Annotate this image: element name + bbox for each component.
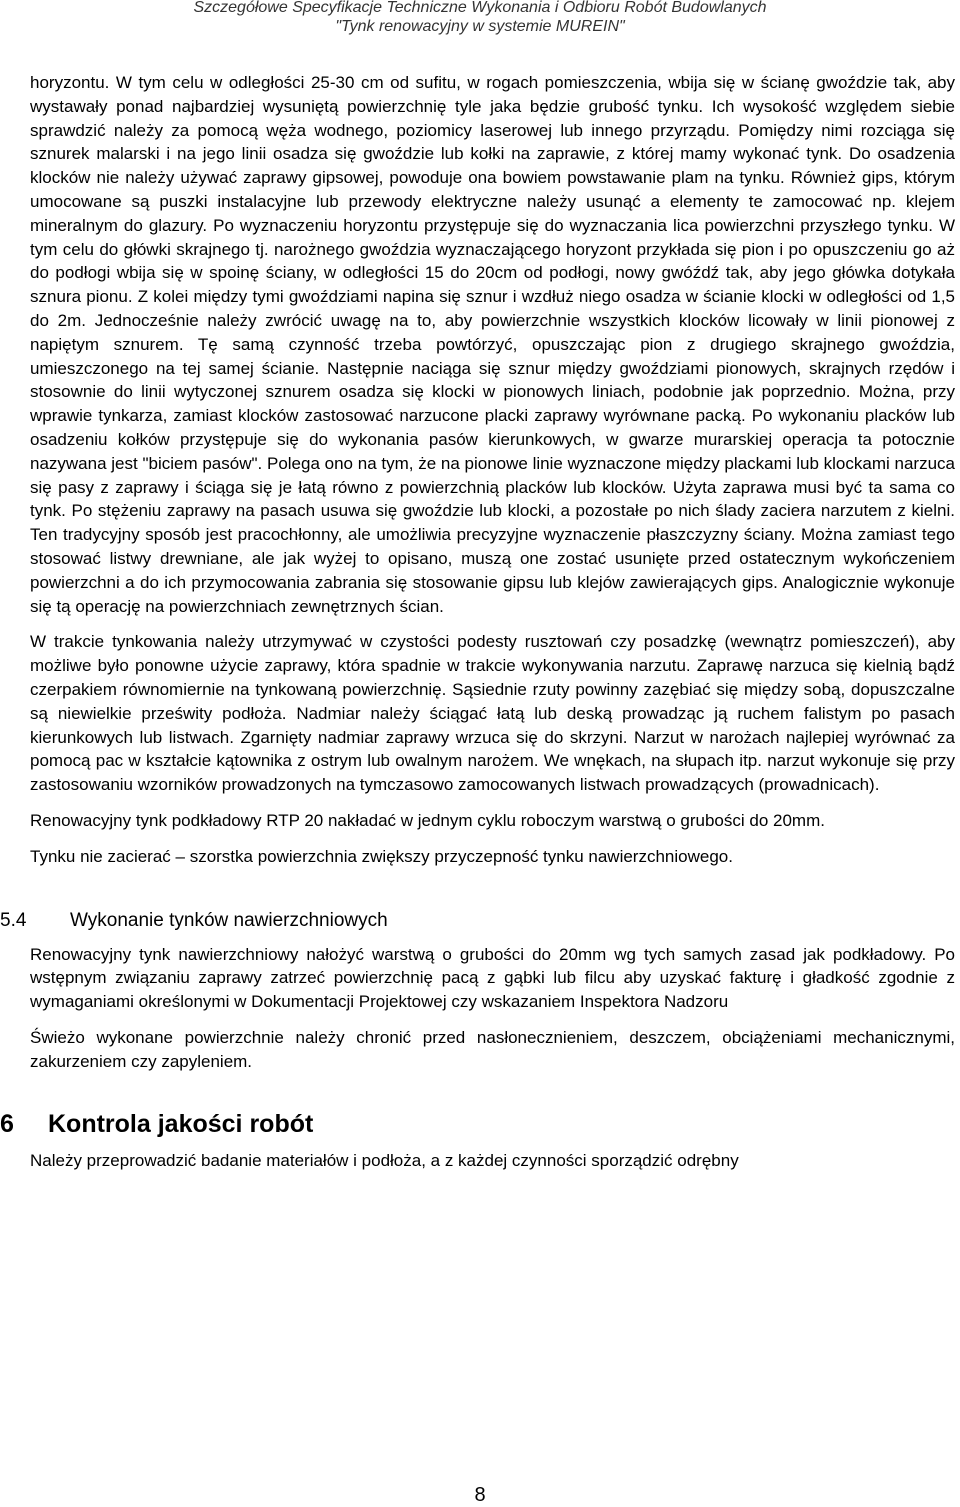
- paragraph-base-plaster: Renowacyjny tynk podkładowy RTP 20 nakładać w jednym cyklu roboczym warstwą o grubości do 20mm.: [30, 810, 825, 830]
- header-subtitle: "Tynk renowacyjny w systemie MUREIN": [335, 18, 625, 35]
- document-body: [0, 71, 955, 1173]
- section-heading-5-4: [0, 909, 955, 933]
- chapter-number: 6: [0, 1110, 14, 1139]
- chapter-heading-6: [0, 1109, 955, 1139]
- page-number: 8: [474, 1484, 486, 1506]
- paragraph-protection: Świeżo wykonane powierzchnie należy chronić przed nasłonecznieniem, deszczem, obciążeniami mechanicznymi, zakurzeniem czy zapyleniem.: [30, 1027, 955, 1071]
- section-number: 5.4: [0, 909, 27, 931]
- paragraph-no-float: Tynku nie zacierać – szorstka powierzchnia zwiększy przyczepność tynku nawierzchniowego.: [30, 846, 733, 866]
- paragraph-cleanliness: W trakcie tynkowania należy utrzymywać w czystości podesty rusztowań czy posadzkę (wewnątrz pomieszczeń), aby możliwe było ponowne użycie zaprawy, która spadnie w trakcie wykonywania narzutu. Zaprawę narzuca się kielnią bądź czerpakiem równomiernie na tynkowaną powierzchnię. Sąsiednie rzuty powinny zazębiać się między sobą, dopuszczalne są niewielkie prześwity podłoża. Nadmiar należy ściągać łatą lub deską prowadząc ją ruchem falistym po pasach kierunkowych lub listwach. Zgarnięty nadmiar zaprawy wrzuca się do skrzyni. Narzut w narożach najlepiej wyrównać za pomocą pac w kształcie kątownika z ostrym lub owalnym narożem. We wnękach, na słupach itp. narzut wykonuje się przy zastosowaniu wzorników prowadzonych na tymczasowo zamocowanych listwach prowadzących (prowadnicach).: [30, 632, 955, 795]
- header-title: Szczegółowe Specyfikacje Techniczne Wykonania i Odbioru Robót Budowlanych: [193, 0, 767, 16]
- paragraph-horizon: horyzontu. W tym celu w odległości 25-30 cm od sufitu, w rogach pomieszczenia, wbija się w ścianę gwoździe tak, aby wystawały ponad najbardziej wysuniętą powierzchnię tyle jaka będzie grubość tynku. Ich wysokość względem siebie sprawdzić należy za pomocą węża wodnego, poziomicy laserowej lub innego przyrządu. Pomiędzy nimi rozciąga się sznurek malarski i na jego linii osadza się gwoździe lub kołki na zaprawie, z której mamy wykonać tynk. Do osadzenia klocków nie należy używać zaprawy gipsowej, powoduje ona bowiem powstawanie plam na tynku. Również gips, którym umocowane są puszki instalacyjne lub przewody elektryczne należy usunąć a elementy te zamocować np. klejem mineralnym do glazury. Po wyznaczeniu horyzontu przystępuje się do wyznaczania lica powierzchni przyszłego tynku. W tym celu do główki skrajnego tj. narożnego gwoździa wyznaczającego horyzont przykłada się pion i po opuszczeniu go aż do podłogi wbija się w spoinę ściany, w odległości 15 do 20cm od podłogi, nowy gwóźdź tak, aby jego główka dotykała sznura pionu. Z kolei między tymi gwoździami napina się sznur i wzdłuż niego osadza w ścianie klocki w odległości od 1,5 do 2m. Jednocześnie należy zwrócić uwagę na to, aby powierzchnie wszystkich klocków licowały w linii pionowej z napiętym sznurem. Tę samą czynność trzeba powtórzyć, opuszczając pion z drugiego skrajnego gwoździa, umieszczonego na tej samej ścianie. Następnie naciąga się sznur między gwoździami pionowych, skrajnych rzędów i stosownie do linii wytyczonej sznurem osadza się klocki w pionowych liniach, podobnie jak poprzednio. Można, przy wprawie tynkarza, zamiast klocków zastosować narzucone placki zaprawy wyrównane packą. Po wykonaniu placków lub osadzeniu kołków przystępuje się do wykonania pasów kierunkowych, w gwarze murarskiej operacja ta potocznie nazywana jest "biciem pasów". Polega ono na tym, że na pionowe linie wyznaczone między plackami lub klockami narzuca się pasy z zaprawy i ściąga się je łatą równo z powierzchnią placków lub klocków. Użyta zaprawa musi być ta sama co tynk. Po stężeniu zaprawy na pasach usuwa się gwoździe lub klocki, a pozostałe po nich ślady zaciera narzutem z kielni. Ten tradycyjny sposób jest pracochłonny, ale umożliwia precyzyjne wyznaczenie płaszczyzny ściany. Można zamiast tego stosować listwy drewniane, ale jak wyżej to opisano, muszą one zostać usunięte przed ostatecznym wykończeniem powierzchni a do ich przymocowania zabrania się stosowanie gipsu lub klejów zawierających gips. Analogicznie wykonuje się tą operację na powierzchniach zewnętrznych ścian.: [30, 73, 955, 616]
- paragraph-quality-control: Należy przeprowadzić badanie materiałów i podłoża, a z każdej czynności sporządzić odrębny: [30, 1151, 739, 1171]
- chapter-title: Kontrola jakości robót: [48, 1110, 314, 1139]
- section-title: Wykonanie tynków nawierzchniowych: [70, 909, 388, 931]
- paragraph-top-coat: Renowacyjny tynk nawierzchniowy nałożyć warstwą o grubości do 20mm wg tych samych zasad jak podkładowy. Po wstępnym związaniu zaprawy zatrzeć powierzchnię pacą z gąbki lub filcu aby uzyskać fakturę i gładkość zgodnie z wymaganiami określonymi w Dokumentacji Projektowej czy wskazaniem Inspektora Nadzoru: [30, 944, 955, 1012]
